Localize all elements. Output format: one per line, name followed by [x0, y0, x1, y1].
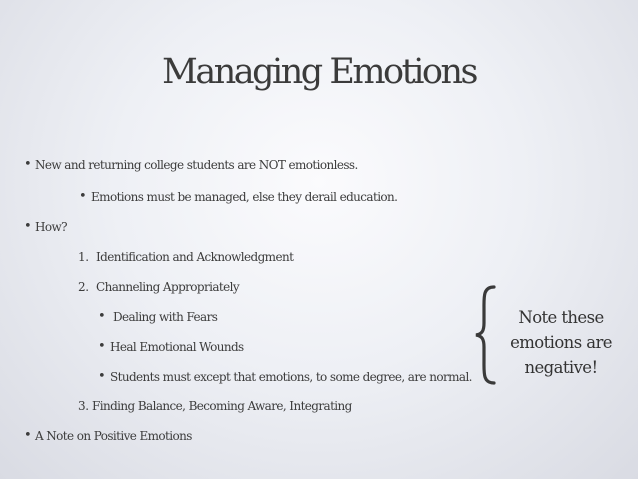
bullet-item-positive-emotions: A Note on Positive Emotions — [35, 429, 192, 443]
sub-bullet-dealing-with-fears: Dealing with Fears — [113, 310, 218, 324]
list-item-finding-balance: Finding Balance, Becoming Aware, Integrating — [92, 399, 352, 413]
side-note-line-1: Note these — [518, 308, 604, 327]
bullet-marker: • — [98, 339, 106, 354]
list-item-channeling: Channeling Appropriately — [96, 280, 240, 294]
list-number: 3. — [78, 399, 89, 413]
bullet-item-how: How? — [35, 220, 67, 234]
list-item-identification: Identification and Acknowledgment — [96, 250, 294, 264]
side-note-line-2: emotions are — [510, 333, 612, 352]
bullet-marker: • — [98, 369, 106, 384]
bullet-item-students-not-emotionless: New and returning college students are NOT emotionless. — [35, 158, 358, 172]
bullet-marker: • — [98, 309, 106, 324]
list-number: 1. — [78, 250, 89, 264]
list-number: 2. — [78, 280, 89, 294]
bullet-marker: • — [24, 219, 32, 234]
sub-bullet-emotions-managed: Emotions must be managed, else they derail education. — [91, 190, 398, 204]
bullet-marker: • — [24, 428, 32, 443]
side-note — [500, 305, 622, 380]
side-note-line-3: negative! — [524, 358, 598, 377]
slide-title: Managing Emotions — [162, 52, 476, 92]
bullet-marker: • — [24, 157, 32, 172]
sub-bullet-emotions-normal: Students must except that emotions, to some degree, are normal. — [110, 370, 472, 384]
bullet-marker: • — [79, 189, 87, 204]
sub-bullet-heal-wounds: Heal Emotional Wounds — [110, 340, 244, 354]
